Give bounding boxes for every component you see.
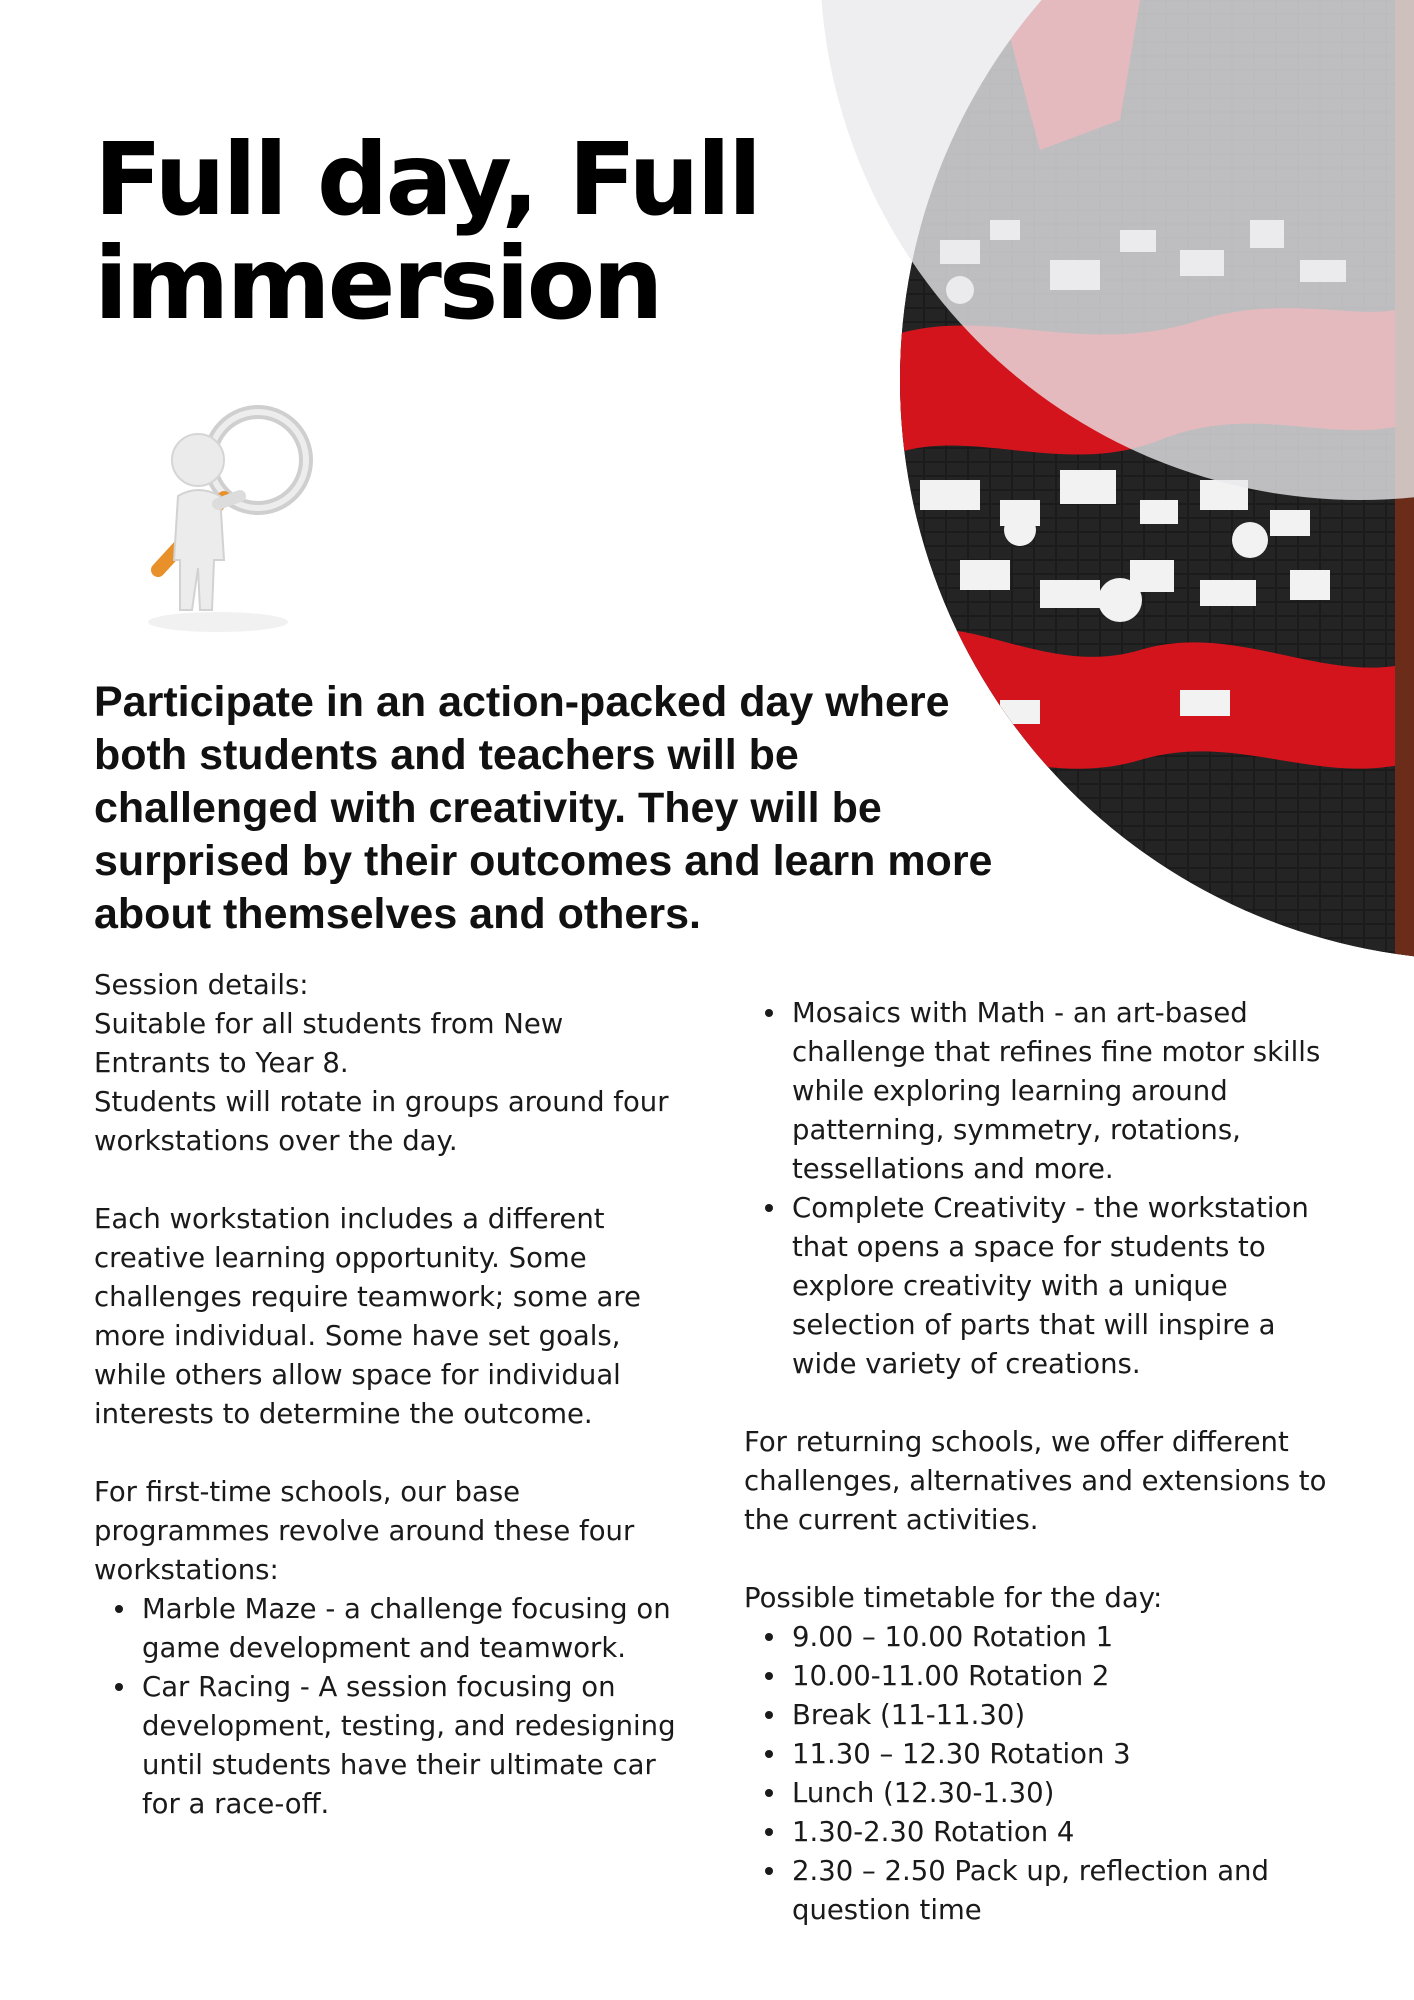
magnifier-figure-icon [128,400,348,640]
list-item: Car Racing - A session focusing on development, testing, and redesigning until students have their ultimate car for a race-off. [142,1668,684,1824]
list-item: Complete Creativity - the workstation that opens a space for students to explore creativity with a unique selection of parts that will inspire a wide variety of creations. [792,1189,1344,1384]
workstation-list-right [744,994,1344,1384]
list-item: Mosaics with Math - an art-based challenge that refines fine motor skills while exploring learning around patterning, symmetry, rotations, tessellations and more. [792,994,1344,1189]
intro-subtitle: Participate in an action-packed day where both students and teachers will be challenged with creativity. They will be surprised by their outcomes and learn more about themselves and others. [94,678,993,938]
page-title: Full day, Full immersion [94,121,760,342]
list-item: Marble Maze - a challenge focusing on game development and teamwork. [142,1590,684,1668]
timetable-item: 1.30-2.30 Rotation 4 [792,1813,1344,1852]
timetable-item: Break (11-11.30) [792,1696,1344,1735]
timetable-item: 10.00-11.00 Rotation 2 [792,1657,1344,1696]
right-column [744,994,1344,1930]
timetable-list [744,1618,1344,1930]
timetable-heading: Possible timetable for the day: [744,1582,1163,1614]
suitable-text: Suitable for all students from New Entrants to Year 8. [94,1008,564,1079]
session-details-heading: Session details: [94,969,309,1001]
timetable-item: 11.30 – 12.30 Rotation 3 [792,1735,1344,1774]
timetable-item: Lunch (12.30-1.30) [792,1774,1344,1813]
timetable-item: 9.00 – 10.00 Rotation 1 [792,1618,1344,1657]
first-time-schools-text: For first-time schools, our base programmes revolve around these four workstations: [94,1476,635,1586]
rotate-text: Students will rotate in groups around four workstations over the day. [94,1086,669,1157]
left-column [94,966,684,1824]
returning-schools-text: For returning schools, we offer different challenges, alternatives and extensions to the current activities. [744,1426,1327,1536]
timetable-item: 2.30 – 2.50 Pack up, reflection and question time [792,1852,1344,1930]
workstation-list-left [94,1590,684,1824]
workstation-description: Each workstation includes a different creative learning opportunity. Some challenges require teamwork; some are more individual. Some have set goals, while others allow space for individual interests to determine the outcome. [94,1203,641,1430]
